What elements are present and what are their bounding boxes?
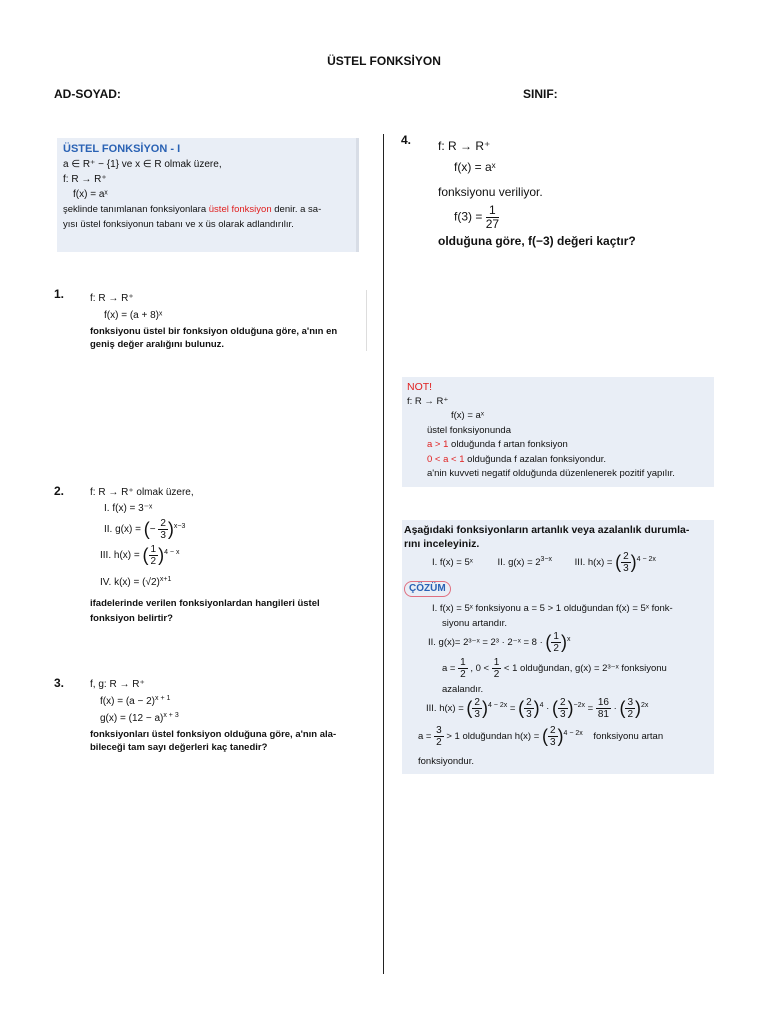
definition-box xyxy=(57,138,359,252)
solution-line: II. g(x)= 2³⁻ˣ = 2³ · 2⁻ˣ = 8 · ( $\frac{1}{2}$ )$^x$ xyxy=(428,631,571,654)
example-line: rını inceleyiniz. xyxy=(404,538,480,550)
question-number: 3. xyxy=(54,676,65,690)
note-line: a'nin kuvveti negatif olduğunda düzenlenerek pozitif yapılır. xyxy=(427,468,675,479)
note-heading: NOT! xyxy=(407,381,433,393)
column-divider xyxy=(383,134,384,974)
question-line: f(x) = (a + 8)ˣ xyxy=(104,310,163,321)
question-line: $f(x) = (a - 2)^{x + 1}$ xyxy=(100,695,171,707)
definition-line: f: R → R⁺ xyxy=(63,174,107,185)
question-4 xyxy=(438,136,718,248)
definition-line: a ∈ R⁺ − {1} ve x ∈ R olmak üzere, xyxy=(63,159,222,170)
solution-row xyxy=(404,581,712,597)
solution-line: siyonu artandır. xyxy=(442,618,507,629)
solution-line: I. f(x) = 5ˣ fonksiyonu a = 5 > 1 olduğundan f(x) = 5ˣ fonk- xyxy=(432,603,673,614)
note-line: 0 < a < 1 olduğunda f azalan fonksiyondur. xyxy=(427,453,607,465)
question-line: f, g: R → R⁺ xyxy=(90,679,145,690)
solution-label: ÇÖZÜM xyxy=(404,581,451,597)
question-line: olduğuna göre, f(−3) değeri kaçtır? xyxy=(438,234,636,248)
note-line: a > 1 olduğunda f artan fonksiyon xyxy=(427,439,568,450)
note-line: f(x) = aˣ xyxy=(451,410,484,421)
question-line: geniş değer aralığını bulunuz. xyxy=(90,339,225,350)
question-line: fonksiyon belirtir? xyxy=(90,613,173,624)
question-1 xyxy=(90,290,367,351)
note-line: f: R → R⁺ xyxy=(407,395,449,407)
question-line: fonksiyonu üstel bir fonksiyon olduğuna göre, a'nın en xyxy=(90,326,338,337)
question-line: $g(x) = (12 - a)^{x + 3}$ xyxy=(100,712,179,724)
question-line: f: R → R⁺ xyxy=(438,139,491,153)
note-line: üstel fonksiyonunda xyxy=(427,424,511,436)
solution-line: a = $\frac{3}{2}$ > 1 olduğundan h(x) = ( $\frac{2}{3}$ )$^{4 - 2x}$ fonksiyonu artan xyxy=(418,725,664,748)
question-3 xyxy=(90,676,362,754)
question-line: ifadelerinde verilen fonksiyonlardan hangileri üstel xyxy=(90,598,320,609)
note-box xyxy=(402,377,714,487)
example-line: Aşağıdaki fonksiyonların artanlık veya azalanlık durumla- xyxy=(404,524,690,536)
question-line: f: R → R⁺ xyxy=(90,293,134,304)
solution-line: III. h(x) = ( $\frac{2}{3}$ )$^{4 - 2x}$ = ( $\frac{2}{3}$ )$^4$ · ( $\frac{2}{3}$ )$^{-2x}$ = $\frac{16}{81}$ · ( $\frac{3}{2}$ )$^{2x}$ xyxy=(426,697,649,720)
example-box xyxy=(402,520,714,774)
question-line: f(3) = $\frac{1}{27}$ xyxy=(454,203,500,231)
question-2 xyxy=(90,486,362,626)
question-line: f(x) = aˣ xyxy=(454,160,496,174)
class-label: SINIF: xyxy=(523,87,558,101)
question-number: 1. xyxy=(54,287,65,301)
question-number: 2. xyxy=(54,484,65,498)
definition-heading: ÜSTEL FONKSİYON - I xyxy=(63,143,181,155)
question-line: IV. $k(x) = (√2)^{x+1}$ xyxy=(100,576,172,588)
definition-line: şeklinde tanımlanan fonksiyonlara üstel fonksiyon denir. a sa- xyxy=(63,204,322,215)
solution-line: fonksiyondur. xyxy=(418,756,474,767)
example-functions: I. f(x) = 5ˣ II. $g(x) = 2^{3-x}$ III. h(x) = ( $\frac{2}{3}$ )$^{4 - 2x}$ xyxy=(432,551,656,574)
page-title: ÜSTEL FONKSİYON xyxy=(327,54,441,68)
question-line: I. f(x) = 3⁻ˣ xyxy=(104,503,153,514)
definition-line: f(x) = aˣ xyxy=(73,189,108,200)
definition-line: yısı üstel fonksiyonun tabanı ve x üs olarak adlandırılır. xyxy=(63,219,294,230)
name-label: AD-SOYAD: xyxy=(54,87,121,101)
question-number: 4. xyxy=(401,133,412,147)
question-line: fonksiyonları üstel fonksiyon olduğuna göre, a'nın ala- xyxy=(90,729,337,740)
solution-line: azalandır. xyxy=(442,684,484,695)
question-line: III. h(x) = ( $\frac{1}{2}$ )$^{4 - x}$ xyxy=(100,544,180,567)
question-line: bileceği tam sayı değerleri kaç tanedir? xyxy=(90,742,268,753)
question-line: fonksiyonu veriliyor. xyxy=(438,185,543,199)
question-line: f: R → R⁺ olmak üzere, xyxy=(90,487,194,498)
solution-line: a = $\frac{1}{2}$ , 0 < $\frac{1}{2}$ < 1 olduğundan, g(x) = 2³⁻ˣ fonksiyonu xyxy=(442,657,667,680)
question-line: II. g(x) = (− $\frac{2}{3}$ )$^{x-3}$ xyxy=(104,518,186,541)
